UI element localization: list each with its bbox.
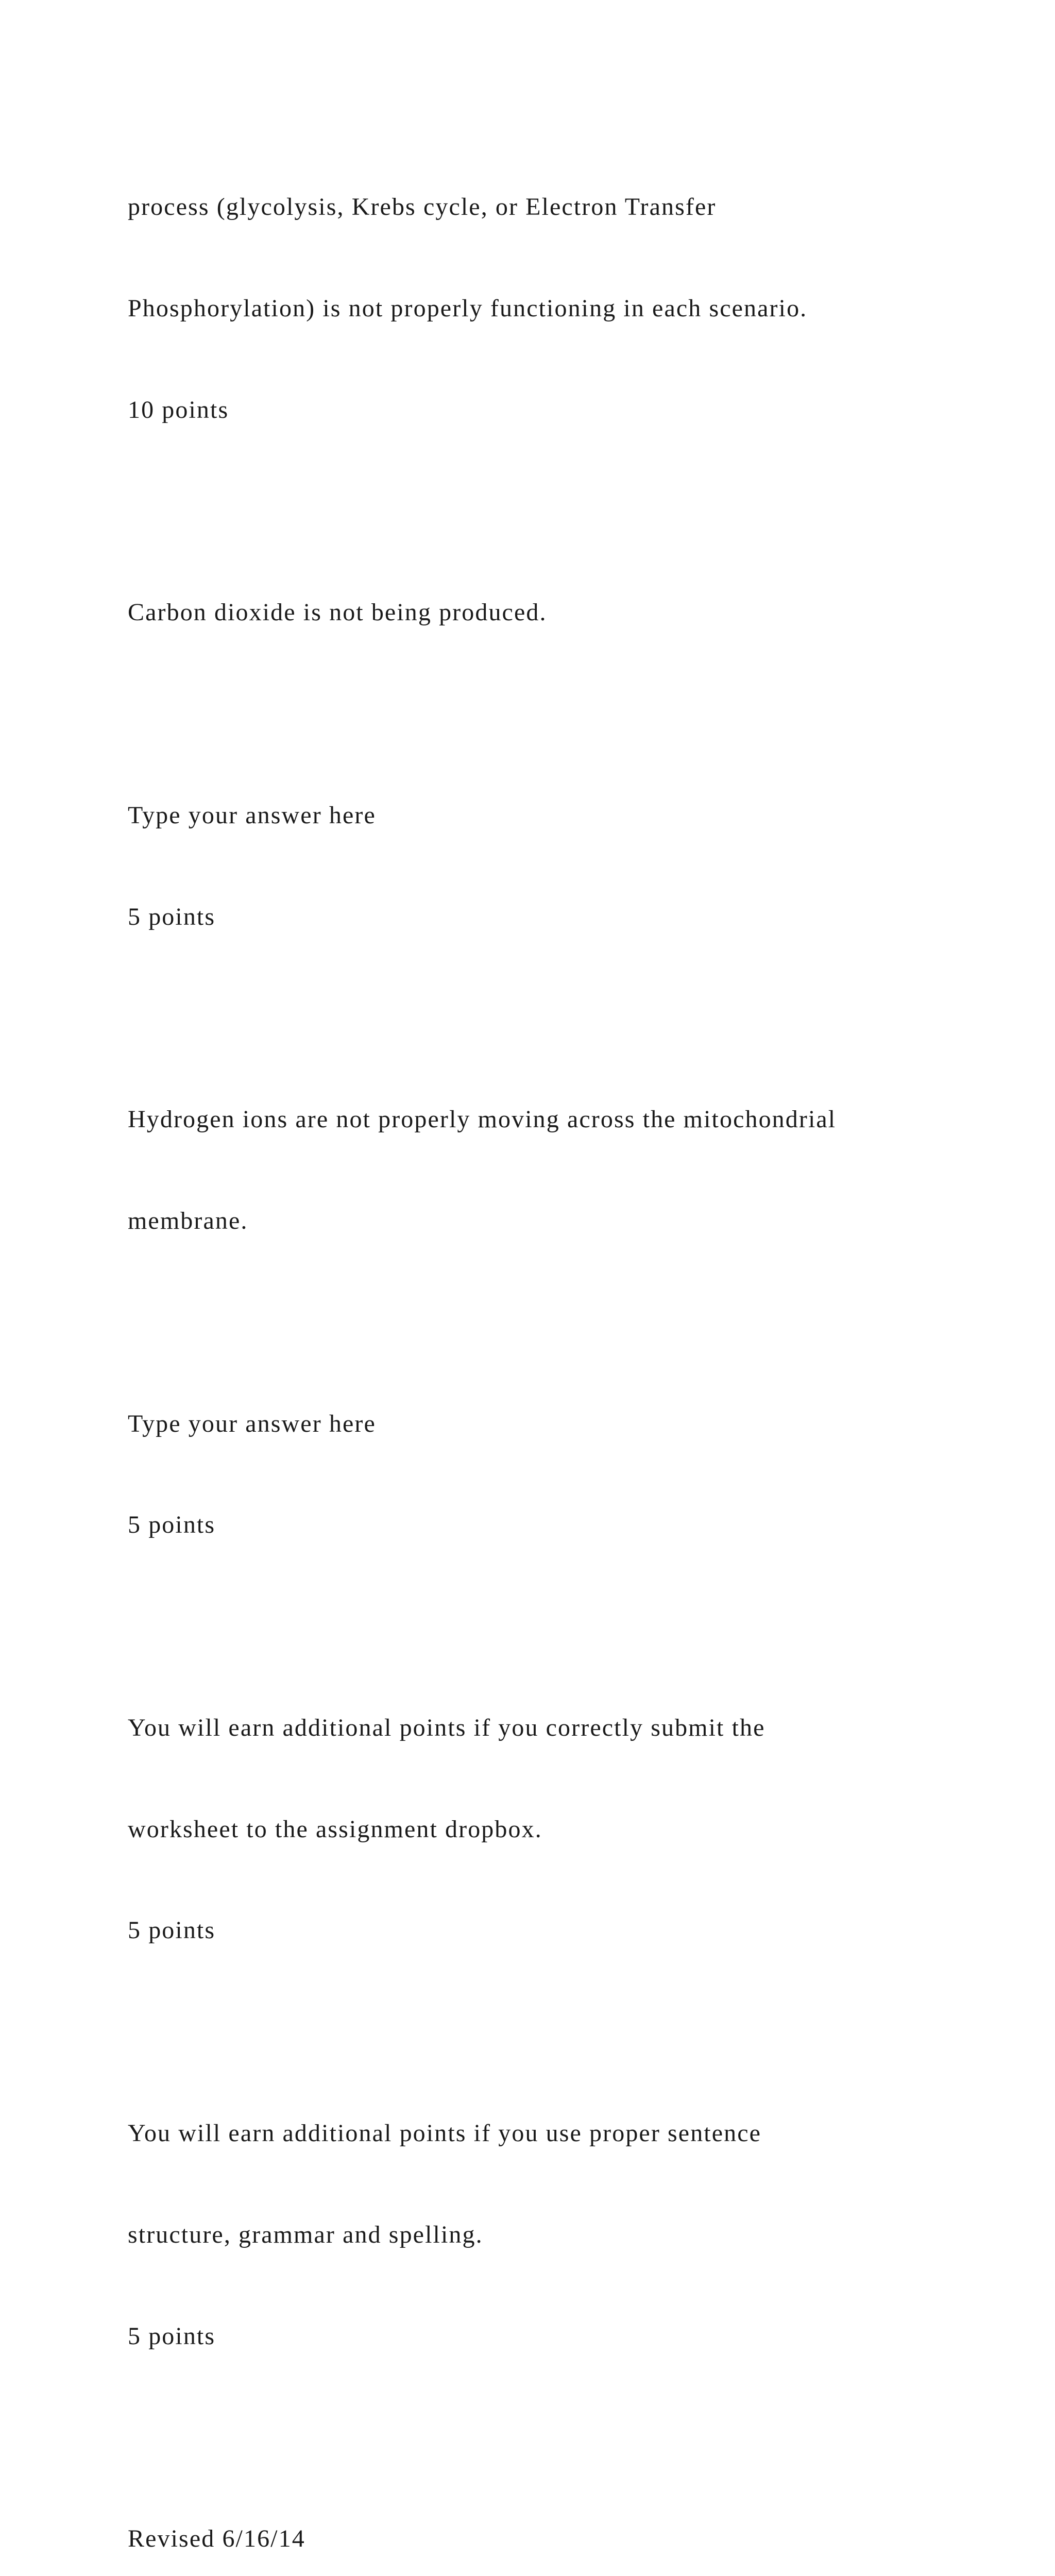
points-label: 5 points xyxy=(128,1511,216,1539)
body-line: structure, grammar and spelling. xyxy=(128,2221,483,2248)
blank-line xyxy=(128,1609,962,1643)
revision-date: Revised 6/16/14 xyxy=(128,2525,305,2553)
points-label: 10 points xyxy=(128,396,229,423)
answer-placeholder: Type your answer here xyxy=(128,801,376,829)
blank-line xyxy=(128,495,962,529)
blank-line xyxy=(128,697,962,731)
points-label: 5 points xyxy=(128,2322,216,2350)
scenario-text: membrane. xyxy=(128,1207,248,1234)
body-line: worksheet to the assignment dropbox. xyxy=(128,1815,542,1843)
points-label: 5 points xyxy=(128,903,216,930)
body-line: You will earn additional points if you use proper sentence xyxy=(128,2120,762,2147)
blank-line xyxy=(128,1306,962,1340)
body-line: You will earn additional points if you correctly submit the xyxy=(128,1714,765,1741)
answer-placeholder: Type your answer here xyxy=(128,1410,376,1437)
scenario-text: Hydrogen ions are not properly moving across the mitochondrial xyxy=(128,1106,837,1133)
body-line: Phosphorylation) is not properly functioning in each scenario. xyxy=(128,294,808,322)
points-label: 5 points xyxy=(128,1917,216,1944)
blank-line xyxy=(128,1001,962,1035)
body-line: process (glycolysis, Krebs cycle, or Electron Transfer xyxy=(128,193,717,221)
blank-line xyxy=(128,2015,962,2049)
document-body xyxy=(128,123,962,2576)
blank-line xyxy=(128,2420,962,2454)
scenario-text: Carbon dioxide is not being produced. xyxy=(128,599,547,626)
